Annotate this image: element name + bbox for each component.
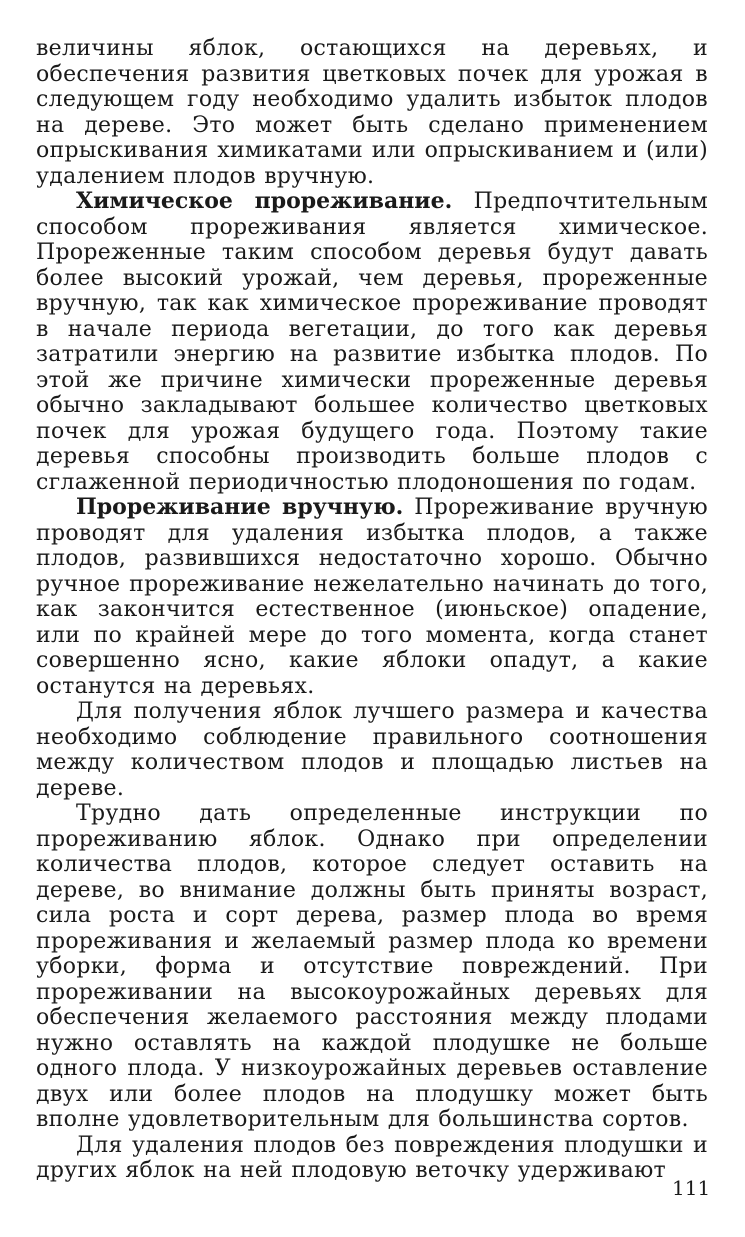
text-chemical-thinning: Предпочтительным способом прореживания является химическое. Прореженные таким способом деревья будут давать более высокий урожай, чем деревья, прореженные вручную, так как химическое прореживание проводят в начале периода вегетации, до того как деревья затратили энергию на развитие избытка плодов. По этой же причине химически прореженные деревья обычно закладывают большее количество цветковых почек для урожая будущего года. Поэтому такие деревья способны производить больше плодов с сглаженной периодичностью плодоношения по годам. — [36, 189, 708, 495]
page-body — [36, 36, 708, 1184]
paragraph-chemical-thinning — [36, 189, 708, 495]
paragraph-manual-thinning — [36, 495, 708, 699]
page-number: 111 — [672, 1176, 711, 1200]
paragraph-fruit-removal: Для удаления плодов без повреждения плодушки и других яблок на ней плодовую веточку удерживают — [36, 1132, 708, 1183]
paragraph-instructions: Трудно дать определенные инструкции по прореживанию яблок. Однако при определении количества плодов, которое следует оставить на дереве, во внимание должны быть приняты возраст, сила роста и сорт дерева, размер плода во время прореживания и желаемый размер плода ко времени уборки, форма и отсутствие повреждений. При прореживании на высокоурожайных деревьях для обеспечения желаемого расстояния между плодами нужно оставлять на каждой плодушке не больше одного плода. У низкоурожайных деревьев оставление двух или более плодов на плодушку может быть вполне удовлетворительным для большинства сортов. — [36, 801, 708, 1132]
text-manual-thinning: Прореживание вручную проводят для удаления избытка плодов, а также плодов, развившихся недостаточно хорошо. Обычно ручное прореживание нежелательно начинать до того, как закончится естественное (июньское) опадение, или по крайней мере до того момента, когда станет совершенно ясно, какие яблоки опадут, а какие останутся на деревьях. — [36, 495, 709, 699]
heading-manual-thinning: Прореживание вручную. — [76, 494, 404, 520]
paragraph-size-quality: Для получения яблок лучшего размера и качества необходимо соблюдение правильного соотношения между количеством плодов и площадью листьев на дереве. — [36, 699, 708, 801]
heading-chemical-thinning: Химическое прореживание. — [76, 188, 453, 214]
paragraph-continuation: величины яблок, остающихся на деревьях, и обеспечения развития цветковых почек для урожая в следующем году необходимо удалить избыток плодов на дереве. Это может быть сделано применением опрыскивания химикатами или опрыскиванием и (или) удалением плодов вручную. — [36, 36, 708, 189]
